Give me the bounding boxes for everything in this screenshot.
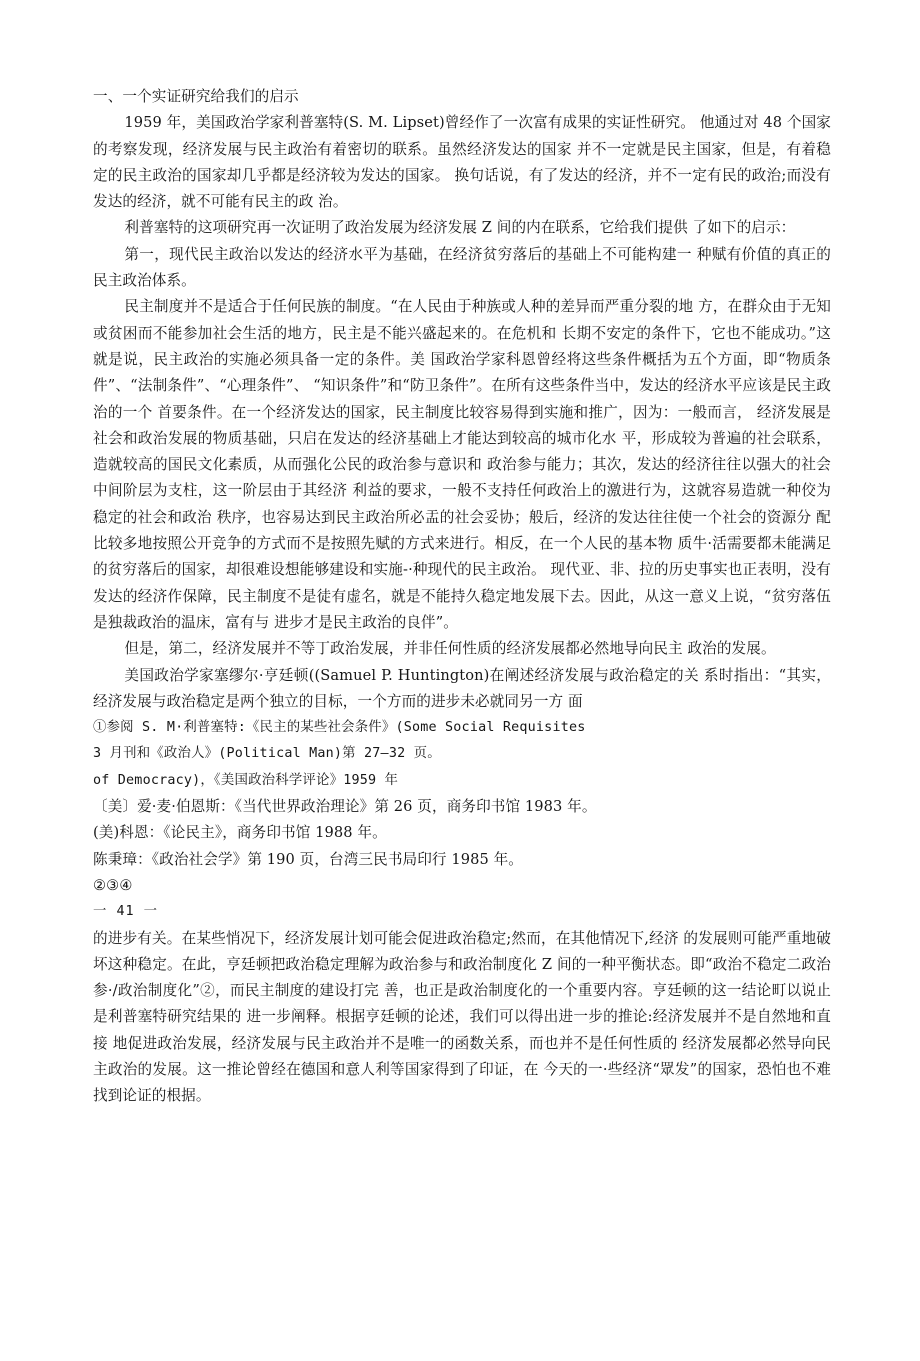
footnote-1: ①参阅 S. M·利普塞特:《民主的某些社会条件》(Some Social Requisites xyxy=(93,720,586,736)
footnote-4: 〔美〕爱·麦·伯恩斯：《当代世界政治理论》第 26 页，商务印书馆 1983 年。 xyxy=(93,798,597,816)
paragraph-2: 利普塞特的这项研究再一次证明了政治发展为经济发展 Z 间的内在联系，它给我们提供 了如下的启示： xyxy=(124,219,796,237)
footnote-5: (美)科恩：《论民主》，商务印书馆 1988 年。 xyxy=(93,824,387,842)
paragraph-3: 第一，现代民主政治以发达的经济水平为基础，在经济贫穷落后的基础上不可能构建一 种赋有价值的真正的民主政治体系。 xyxy=(93,245,831,290)
section-heading: 一、一个实证研究给我们的启示 xyxy=(93,88,299,105)
paragraph-4: 民主制度并不是适合于任何民族的制度。“在人民由于种族或人种的差异而严重分裂的地 方，在群众由于无知或贫困而不能参加社会生活的地方，民主是不能兴盛起来的。在危机和 长期不安定的条件下，它也不能成功。”这就是说，民主政治的实施必须具备一定的条件。美 国政治学家科恩曾经将这些条件概括为五个方面，即“物质条件”、“法制条件”、“心理条件”、 “知识条件”和“防卫条件”。在所有这些条件当中，发达的经济水平应该是民主政治的一个 首要条件。在一个经济发达的国家，民主制度比较容易得到实施和推广，因为：一般而言， 经济发展是社会和政治发展的物质基础，只启在发达的经济基础上才能达到较高的城市化水 平，形成较为普遍的社会联系，造就较高的国民文化素质，从而强化公民的政治参与意识和 政治参与能力；其次，发达的经济往往以强大的社会中间阶层为支柱，这一阶层由于其经济 利益的要求，一般不支持任何政治上的激进行为，这就容易造就一种佼为稳定的社会和政治 秩序，也容易达到民主政治所必盂的社会妥协；般后，经济的发达往往使一个社会的资源分 配比较多地按照公开竞争的方式而不是按照先赋的方式来进行。相反，在一个人民的基本物 质牛·活需要都未能满足的贫穷落后的国家，却很难设想能够建设和实施-·种现代的民主政治。 现代亚、非、拉的历史事实也正表明，没有发达的经济作保障，民主制度不是徒有虚名，就是不能持久稳定地发展下去。因此，从这一意义上说，“贫穷落伍是独裁政治的温床，富有与 进步才是民主政治的良伴”。 xyxy=(93,298,831,631)
page-number: 一 41 一 xyxy=(93,904,159,920)
paragraph-5: 但是，第二，经济发展并不等丁政治发展，并非任何性质的经济发展都必然地导向民主 政治的发展。 xyxy=(124,640,776,658)
footnote-6: 陈秉璋：《政治社会学》第 190 页，台湾三民书局印行 1985 年。 xyxy=(93,850,524,868)
footnote-2: 3 月刊和《政治人》(Political Man)第 27—32 页。 xyxy=(93,746,441,762)
footnote-markers: ②③④ xyxy=(93,876,133,894)
continuation-paragraph: 的进步有关。在某些悄况下，经济发展计划可能会促进政治稳定;然而，在其他情况下,经济 的发展则可能严重地破坏这种稳定。在此，亨廷顿把政治稳定理解为政治参与和政治制度化 Z 间的一种平衡状态。即“政治不稳定二政治参·/政治制度化”②，而民主制度的建设打完 善，也正是政治制度化的一个重要内容。亨廷顿的这一结论町以说止是利普塞特研究结果的 进一步阐释。根据亨廷顿的论述，我们可以得出进一步的推论:经济发展并不是自然地和直接 地促进政治发展，经济发展与民主政治并不是唯一的函数关系，而也并不是任何性质的 经济发展都必然导向民主政治的发展。这一推论曾经在德国和意人利等国家得到了印证，在 今天的一·些经济“眾发”的国家，恐怕也不难找到论证的根据。 xyxy=(93,929,831,1105)
footnote-3: of Democracy)，《美国政治科学评论》1959 年 xyxy=(93,772,399,788)
page-content xyxy=(93,84,831,1110)
paragraph-6: 美国政治学家塞缪尔·亨廷顿((Samuel P. Huntington)在阐述经济发展与政治稳定的关 系时指出：“其实，经济发展与政治稳定是两个独立的目标，一个方而的进步未必就同另一方 面 xyxy=(93,666,831,710)
paragraph-1: 1959 年，美国政治学家利普塞特(S. M. Lipset)曾经作了一次富有成果的实证性研究。 他通过对 48 个国家的考察发现，经济发展与民主政治有着密切的联系。虽然经济发达的国家 并不一定就是民主国家，但是，有着稳定的民主政治的国家却几乎都是经济较为发达的国家。 换句话说，有了发达的经济，并不一定有民的政治;而没有发达的经济，就不可能有民主的政 治。 xyxy=(93,114,831,211)
